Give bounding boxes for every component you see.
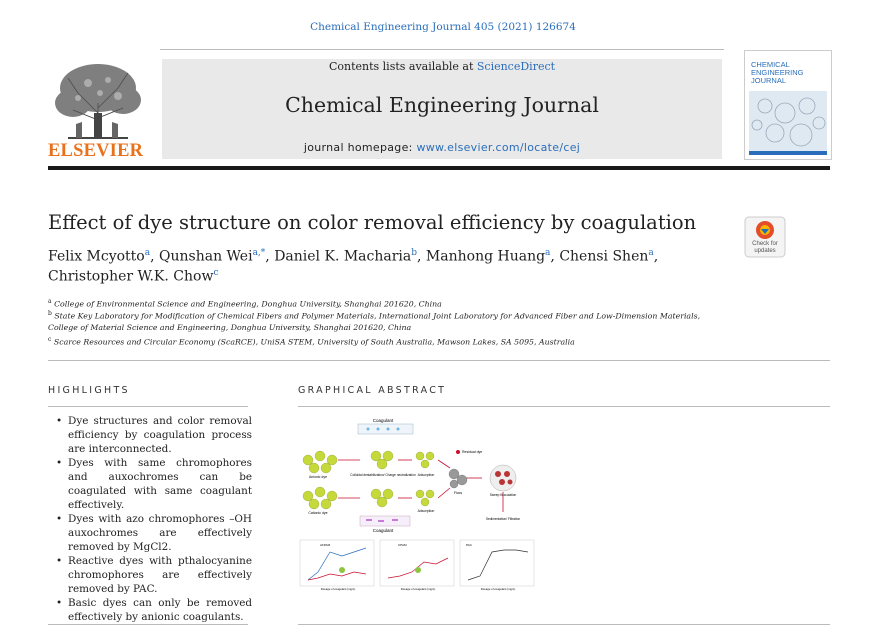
graphical-abstract-divider	[298, 406, 830, 407]
highlights-bottom-rule	[48, 624, 248, 625]
contents-prefix: Contents lists available at	[328, 60, 477, 73]
affiliations-divider	[48, 360, 830, 361]
journal-title: Chemical Engineering Journal	[285, 93, 599, 117]
affiliation-text: College of Environmental Science and Engineering, Donghua University, Shanghai 201620, China	[54, 299, 442, 309]
journal-cover-thumbnail[interactable]	[744, 50, 832, 160]
ga-label-adsorption-2: Adsorption	[417, 509, 435, 513]
author-affiliation-mark[interactable]: a	[545, 248, 551, 258]
ga-label-flocs: Flocs	[453, 491, 463, 495]
journal-homepage-line	[162, 141, 722, 154]
ga-label-residual: Residual dye	[462, 450, 483, 454]
author-name[interactable]: Manhong Huang	[425, 248, 546, 265]
highlight-item: • Dyes with same chromophores and auxochromes can be coagulated with same coagulant effectively.	[56, 456, 252, 512]
author-affiliation-mark[interactable]: c	[213, 268, 219, 278]
author-name[interactable]: Qunshan Wei	[159, 248, 253, 265]
ga-label-sedimentation: Sedimentation/ Filtration	[485, 517, 521, 521]
ga-xlabel-2: Dosage of coagulant (mg/L)	[400, 587, 436, 591]
affiliation-text: Scarce Resources and Circular Economy (ScaRCE), UniSA STEM, University of South Australia, Mawson Lakes, SA 5095, Australia	[53, 337, 575, 347]
author-separator: ,	[653, 248, 659, 265]
homepage-link[interactable]: www.elsevier.com/locate/cej	[416, 141, 581, 154]
highlight-item: • Dye structures and color removal efficiency by coagulation process are interconnected.	[56, 414, 252, 456]
cover-bubbles-image	[745, 51, 831, 159]
sciencedirect-link[interactable]: ScienceDirect	[476, 60, 556, 73]
ga-panel2-label: CPAM	[398, 543, 407, 547]
ga-label-coagulant-2: Coagulant	[372, 528, 394, 533]
author-affiliation-mark[interactable]: a	[648, 248, 654, 258]
author-separator: ,	[150, 248, 160, 265]
author-name[interactable]: Christopher W.K. Chow	[48, 268, 214, 285]
article-title: Effect of dye structure on color removal efficiency by coagulation	[48, 211, 697, 234]
highlight-item: • Reactive dyes with pthalocyanine chromophores are effectively removed by PAC.	[56, 554, 252, 596]
ga-label-sweep: Sweep flocculation	[489, 493, 517, 497]
affiliation-mark: a	[48, 298, 52, 305]
check-for-updates-label[interactable]: Check for updates	[752, 241, 778, 254]
cover-title: CHEMICAL ENGINEERING JOURNAL	[751, 60, 804, 85]
header-divider	[160, 49, 724, 50]
author-name[interactable]: Chensi Shen	[559, 248, 649, 265]
affiliation-text: State Key Laboratory for Modification of Chemical Fibers and Polymer Materials, International Joint Laboratory for Advanced Fiber and Low-Dimension Materials,	[54, 311, 701, 321]
affiliation-mark: c	[48, 336, 52, 343]
author-separator: ,	[550, 248, 560, 265]
graphical-abstract-bottom-rule	[298, 624, 830, 625]
ga-label-anionic: Anionic dye	[308, 475, 328, 479]
ga-panel1-label: AFPAM	[320, 543, 331, 547]
author-separator: ,	[265, 248, 275, 265]
author-name[interactable]: Felix Mcyotto	[48, 248, 145, 265]
author-list-line-2	[48, 268, 218, 285]
graphical-abstract-heading: GRAPHICAL ABSTRACT	[298, 385, 447, 396]
ga-label-cationic: Cationic dye	[308, 511, 328, 515]
author-affiliation-mark[interactable]: a,*	[252, 248, 266, 258]
header-thick-rule	[48, 166, 830, 170]
elsevier-wordmark[interactable]: ELSEVIER	[48, 141, 144, 161]
author-name[interactable]: Daniel K. Macharia	[274, 248, 412, 265]
contents-available-line	[162, 60, 722, 73]
ga-xlabel-3: Dosage of coagulant (mg/L)	[480, 587, 516, 591]
highlights-divider	[48, 406, 248, 407]
affiliation	[48, 310, 700, 321]
affiliation	[48, 336, 575, 347]
graphical-abstract-figure[interactable]	[298, 412, 538, 592]
affiliation	[48, 323, 411, 332]
author-list-line-1	[48, 248, 658, 265]
affiliation	[48, 298, 442, 309]
highlight-item: • Dyes with azo chromophores –OH auxochromes are effectively removed by MgCl2.	[56, 512, 252, 554]
affiliation-mark: b	[48, 310, 52, 317]
affiliation-text: College of Material Science and Engineering, Donghua University, Shanghai 201620, China	[48, 323, 412, 332]
author-affiliation-mark[interactable]: b	[411, 248, 418, 258]
ga-panel3-label: PAC	[466, 543, 472, 547]
highlights-heading: HIGHLIGHTS	[48, 385, 130, 396]
author-separator: ,	[417, 248, 426, 265]
highlight-item: • Basic dyes can only be removed effectively by anionic coagulants.	[56, 596, 252, 624]
ga-xlabel-1: Dosage of coagulant (mg/L)	[320, 587, 356, 591]
journal-reference[interactable]: Chemical Engineering Journal 405 (2021) 126674	[310, 21, 576, 33]
highlights-list	[56, 414, 252, 624]
ga-label-colloidal: Colloidal destabilization/ Charge neutralization	[350, 473, 416, 477]
ga-label-adsorption: Adsorption	[417, 473, 435, 477]
author-affiliation-mark[interactable]: a	[144, 248, 151, 258]
ga-label-coagulant: Coagulant	[372, 418, 394, 423]
homepage-prefix: journal homepage:	[303, 141, 417, 154]
